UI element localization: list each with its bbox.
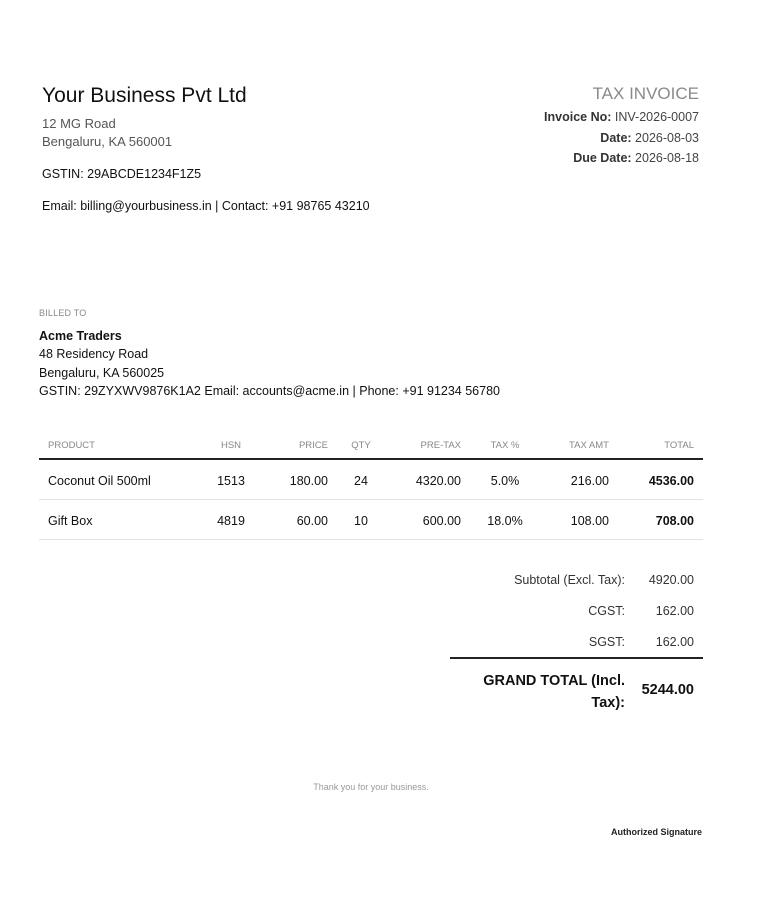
cell-price: 60.00: [296, 514, 328, 528]
thank-you-note: Thank you for your business.: [313, 782, 429, 792]
grand-total-label: GRAND TOTAL (Incl. Tax):: [483, 673, 625, 711]
header-pre-tax: PRE-TAX: [420, 440, 461, 451]
invoice-due-date: 2026-08-18: [635, 151, 699, 165]
cell-price: 180.00: [289, 474, 328, 488]
business-gstin: GSTIN: 29ABCDE1234F1Z5: [42, 167, 202, 181]
header-product: PRODUCT: [48, 440, 95, 451]
header-tax-percent: TAX %: [490, 440, 520, 451]
subtotal-value: 4920.00: [648, 573, 694, 587]
header-tax-amount: TAX AMT: [569, 440, 609, 451]
totals-divider: [450, 657, 703, 659]
header-price: PRICE: [298, 440, 328, 451]
cgst-label: CGST:: [588, 604, 625, 618]
subtotal-label: Subtotal (Excl. Tax):: [514, 573, 625, 587]
cell-qty: 10: [354, 514, 368, 528]
billed-to-label: BILLED TO: [39, 308, 87, 318]
client-address-line2: Bengaluru, KA 560025: [39, 366, 165, 380]
cell-hsn: 1513: [217, 474, 245, 488]
business-name: Your Business Pvt Ltd: [42, 84, 247, 107]
sgst-value: 162.00: [655, 635, 694, 649]
invoice-due-label: Due Date:: [573, 151, 632, 165]
invoice-number: INV-2026-0007: [614, 110, 699, 124]
header-qty: QTY: [351, 440, 371, 451]
client-address-line1: 48 Residency Road: [39, 347, 149, 361]
invoice-date-line: [600, 131, 699, 145]
invoice-number-line: [544, 110, 699, 124]
cell-qty: 24: [354, 474, 368, 488]
cgst-value: 162.00: [655, 604, 694, 618]
invoice-date: 2026-08-03: [635, 131, 699, 145]
business-address-line2: Bengaluru, KA 560001: [42, 134, 173, 149]
invoice-number-label: Invoice No:: [544, 110, 612, 124]
items-table: [39, 432, 703, 540]
business-contact: Email: billing@yourbusiness.in | Contact: +91 98765 43210: [42, 199, 370, 213]
cell-total: 4536.00: [648, 474, 694, 488]
client-name: Acme Traders: [39, 329, 122, 343]
cell-product: Coconut Oil 500ml: [48, 474, 151, 488]
grand-total-value: 5244.00: [641, 682, 694, 698]
header-total: TOTAL: [664, 440, 694, 451]
cell-tax-amount: 108.00: [570, 514, 609, 528]
cell-tax-percent: 5.0%: [490, 474, 520, 488]
business-address-line1: 12 MG Road: [42, 116, 116, 131]
cell-pre-tax: 600.00: [422, 514, 461, 528]
client-identifiers: GSTIN: 29ZYXWV9876K1A2 Email: accounts@acme.in | Phone: +91 91234 56780: [39, 384, 500, 398]
cell-hsn: 4819: [217, 514, 245, 528]
cell-product: Gift Box: [48, 514, 93, 528]
authorized-signature: Authorized Signature: [610, 827, 702, 837]
cell-tax-percent: 18.0%: [487, 514, 523, 528]
cell-pre-tax: 4320.00: [415, 474, 461, 488]
invoice-due-line: [573, 151, 699, 165]
cell-total: 708.00: [655, 514, 694, 528]
table-header-row: [39, 432, 703, 460]
table-row: [39, 500, 703, 540]
header-hsn: HSN: [220, 440, 242, 451]
document-title: TAX INVOICE: [592, 84, 699, 103]
table-row: [39, 460, 703, 500]
sgst-label: SGST:: [588, 635, 625, 649]
cell-tax-amount: 216.00: [570, 474, 609, 488]
invoice-date-label: Date:: [600, 131, 632, 145]
